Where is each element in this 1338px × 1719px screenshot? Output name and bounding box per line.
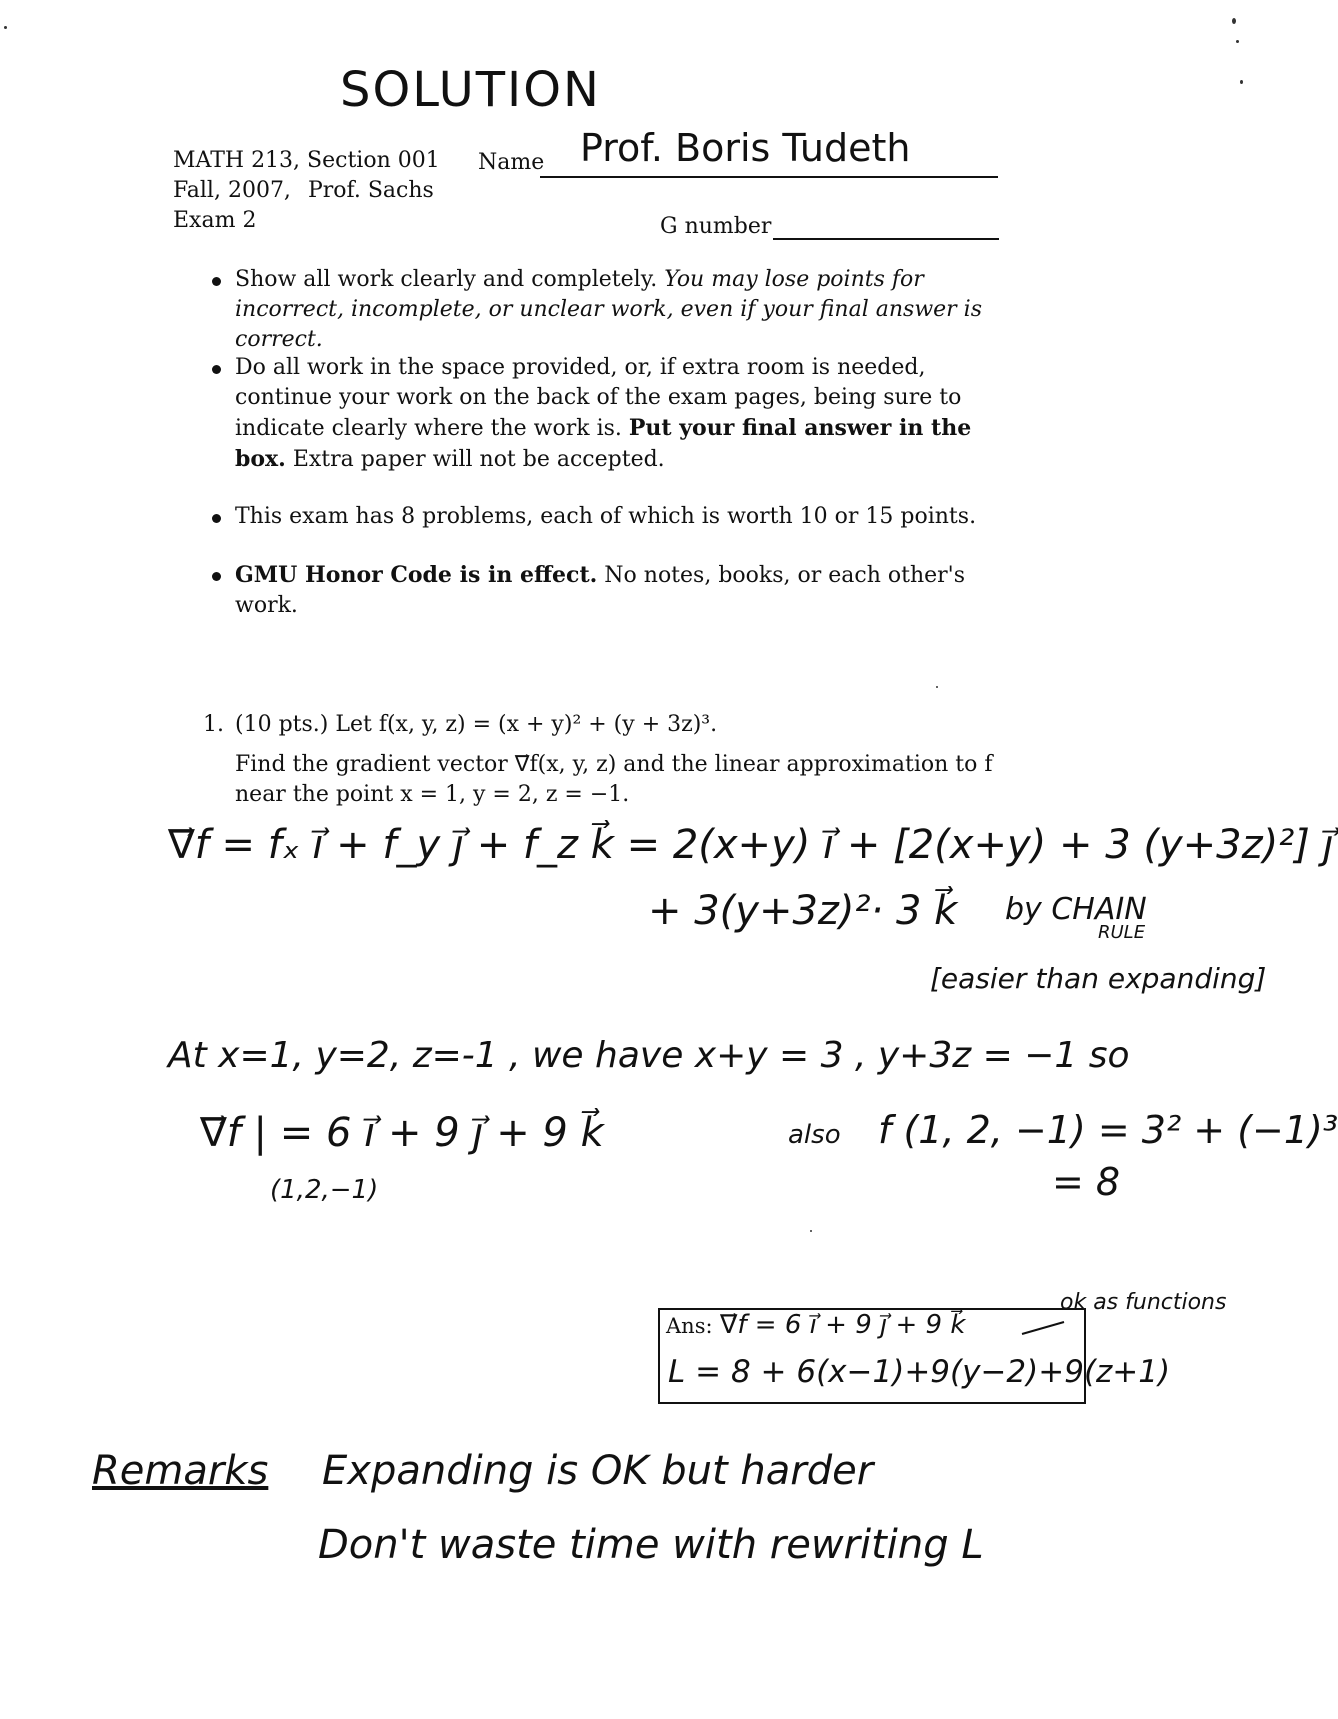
solution-title: SOLUTION xyxy=(340,62,601,118)
gradient-formula-cont: + 3(y+3z)²· 3 k⃗ xyxy=(648,888,958,934)
f-result: = 8 xyxy=(1052,1160,1121,1204)
name-label: Name xyxy=(478,150,545,175)
also-note: also xyxy=(788,1120,841,1150)
problem-statement-2: Find the gradient vector ∇⃗f(x, y, z) and the linear approximation to f xyxy=(235,752,993,777)
scan-speck xyxy=(1236,40,1239,43)
problem-statement-1: (10 pts.) Let f(x, y, z) = (x + y)² + (y + 3z)³. xyxy=(235,712,718,737)
remark-2: Don't waste time with rewriting L xyxy=(318,1522,984,1568)
f-value: f (1, 2, −1) = 3² + (−1)³ xyxy=(878,1108,1338,1152)
ok-note: ok as functions xyxy=(1060,1290,1227,1315)
instruction-3: This exam has 8 problems, each of which is worth 10 or 15 points. xyxy=(235,504,977,529)
bullet-icon xyxy=(212,277,221,286)
term-line xyxy=(173,178,434,203)
pointer-stroke xyxy=(1020,1318,1066,1338)
bullet-icon xyxy=(212,514,221,523)
name-underline xyxy=(540,176,998,178)
remarks-label: Remarks xyxy=(92,1448,269,1494)
instruction-1 xyxy=(235,265,1015,355)
by-chain-note: by CHAIN xyxy=(1005,892,1147,927)
instruction-2-bold: Put your final answer in the box. xyxy=(235,415,972,472)
instruction-2-end: Extra paper will not be accepted. xyxy=(292,447,665,472)
instruction-2 xyxy=(235,353,1015,475)
scan-speck xyxy=(936,686,938,688)
instruction-1-italic: You may lose points for incorrect, incomplete, or unclear work, even if your final answer is correct. xyxy=(235,267,983,352)
scan-speck xyxy=(1232,18,1236,24)
rule-note: RULE xyxy=(1098,922,1146,943)
exam-label: Exam 2 xyxy=(173,208,257,233)
answer-gradient: ∇⃗f = 6 i⃗ + 9 j⃗ + 9 k⃗ xyxy=(720,1310,966,1340)
term: Fall, 2007, xyxy=(173,178,291,203)
gradient-point: (1,2,−1) xyxy=(270,1175,379,1205)
evaluation-line: At x=1, y=2, z=-1 , we have x+y = 3 , y+3z = −1 so xyxy=(168,1035,1130,1076)
scan-speck xyxy=(4,26,7,29)
gradient-formula: ∇⃗f = fₓ i⃗ + f_y j⃗ + f_z k⃗ = 2(x+y) i⃗ + [2(x+y) + 3 (y+3z)²] j⃗ xyxy=(168,822,1334,868)
problem-number: 1. xyxy=(203,712,224,737)
scan-speck xyxy=(1240,80,1243,84)
answer-label: Ans: xyxy=(666,1314,713,1338)
answer-linear: L = 8 + 6(x−1)+9(y−2)+9(z+1) xyxy=(668,1354,1171,1390)
instruction-4-plain: No notes, books, or each other's work. xyxy=(235,563,966,618)
professor: Prof. Sachs xyxy=(307,178,434,203)
course-line: MATH 213, Section 001 xyxy=(173,148,440,173)
instruction-1-plain: Show all work clearly and completely. xyxy=(235,267,658,292)
remark-1: Expanding is OK but harder xyxy=(322,1448,874,1494)
bullet-icon xyxy=(212,365,221,374)
scan-speck xyxy=(810,1230,812,1232)
easier-note: [easier than expanding] xyxy=(930,962,1267,995)
gnumber-underline xyxy=(773,238,999,240)
name-value: Prof. Boris Tudeth xyxy=(580,126,911,170)
problem-statement-3: near the point x = 1, y = 2, z = −1. xyxy=(235,782,630,807)
gnumber-label: G number xyxy=(660,214,772,239)
instruction-2-plain: Do all work in the space provided, or, if extra room is needed, continue your work on the back of the exam pages, being sure to indicate clearly where the work is. xyxy=(235,355,962,441)
bullet-icon xyxy=(212,572,221,581)
gradient-value: ∇⃗f | = 6 i⃗ + 9 j⃗ + 9 k⃗ xyxy=(200,1110,604,1156)
instruction-4 xyxy=(235,560,1015,621)
instruction-4-bold: GMU Honor Code is in effect. xyxy=(235,562,598,588)
